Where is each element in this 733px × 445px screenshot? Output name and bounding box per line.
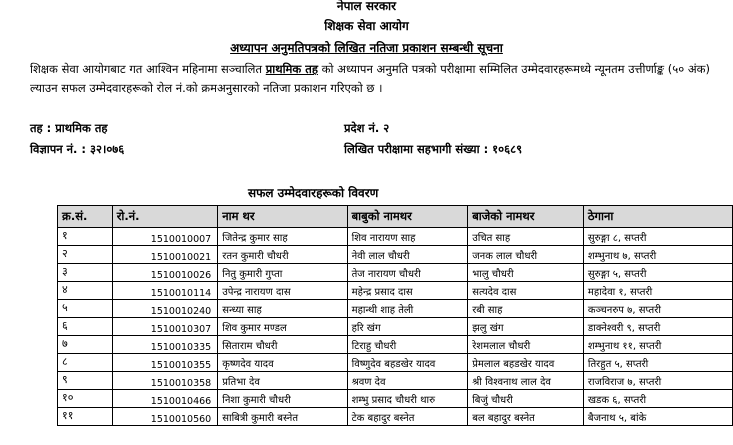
address-cell: तिरहुत ५, सप्तरी xyxy=(583,354,732,372)
grandfather-cell: सत्यदेव दास xyxy=(468,282,584,300)
roll-cell: 1510010307 xyxy=(112,318,218,336)
father-cell: टिराहु चौधरी xyxy=(347,336,468,354)
roll-cell: 1510010335 xyxy=(112,336,218,354)
table-row xyxy=(58,318,733,336)
intro-paragraph xyxy=(30,60,710,98)
province-info: प्रदेश नं. २ xyxy=(344,121,390,135)
father-cell: शिव नारायण साह xyxy=(347,228,468,246)
grandfather-cell: प्रेमलाल बहडखेर यादव xyxy=(468,354,584,372)
name-cell: शिव कुमार मण्डल xyxy=(218,318,347,336)
table-row xyxy=(58,354,733,372)
name-cell: रतन कुमारी चौधरी xyxy=(218,246,347,264)
table-row xyxy=(58,282,733,300)
grandfather-cell: भालु चौधरी xyxy=(468,264,584,282)
father-cell: महेन्द्र प्रसाद दास xyxy=(347,282,468,300)
address-cell: महादेवा १, सप्तरी xyxy=(583,282,732,300)
father-cell: श्रवण देव xyxy=(347,372,468,390)
commission-heading: शिक्षक सेवा आयोग xyxy=(324,19,409,33)
father-cell: नेवी लाल चौधरी xyxy=(347,246,468,264)
address-cell: कञ्चनरुप ७, सप्तरी xyxy=(583,300,732,318)
table-row xyxy=(58,246,733,264)
address-cell: शम्भुनाथ ११, सप्तरी xyxy=(583,336,732,354)
serial-cell: २ xyxy=(58,246,113,264)
header-address: ठेगाना xyxy=(583,206,732,228)
name-cell: प्रतिभा देव xyxy=(218,372,347,390)
name-cell: नितु कुमारी गुप्ता xyxy=(218,264,347,282)
header-grandfather-name: बाजेको नामथर xyxy=(468,206,584,228)
header-father-name: बाबुको नामथर xyxy=(347,206,468,228)
intro-level-highlight: प्राथमिक तह xyxy=(265,62,318,76)
table-row xyxy=(58,336,733,354)
address-cell: बैजनाथ ५, बांके xyxy=(583,408,732,426)
intro-text-end: को अध्यापन अनुमति पत्रको परीक्षामा सम्मिलित उम्मेदवारहरूमध्ये न्यूनतम उत्तीर्णाङ्क (५० अंक) ल्याउन सफल उम्मेदवारहरूको रोल नं.को क्रमअनुसारको नतिजा प्रकाशन गरिएको छ । xyxy=(30,62,710,95)
grandfather-cell: उचित साह xyxy=(468,228,584,246)
grandfather-cell: रेशमलाल चौधरी xyxy=(468,336,584,354)
intro-text-start: शिक्षक सेवा आयोगबाट गत आश्विन महिनामा सञ्चालित xyxy=(30,62,266,76)
father-cell: शम्भु प्रसाद चौधरी थारु xyxy=(347,390,468,408)
header-roll-number: रो.नं. xyxy=(112,206,218,228)
grandfather-cell: बिजुं चौधरी xyxy=(468,390,584,408)
grandfather-cell: रबी साह xyxy=(468,300,584,318)
table-row xyxy=(58,300,733,318)
advertisement-number: विज्ञापन नं. : ३२।०७६ xyxy=(30,142,125,156)
name-cell: कृष्णदेव यादव xyxy=(218,354,347,372)
serial-cell: ९ xyxy=(58,372,113,390)
table-row xyxy=(58,264,733,282)
father-cell: महान्थी शाह तेली xyxy=(347,300,468,318)
serial-cell: ३ xyxy=(58,264,113,282)
serial-cell: ६ xyxy=(58,318,113,336)
results-table xyxy=(57,205,733,426)
name-cell: जितेन्द्र कुमार साह xyxy=(218,228,347,246)
father-cell: टेक बहादुर बस्नेत xyxy=(347,408,468,426)
level-info: तह : प्राथमिक तह xyxy=(30,121,108,135)
serial-cell: १० xyxy=(58,390,113,408)
table-row xyxy=(58,390,733,408)
father-cell: विष्णुदेव बहडखेर यादव xyxy=(347,354,468,372)
grandfather-cell: श्री विश्वनाथ लाल देव xyxy=(468,372,584,390)
address-cell: सुरुङ्गा ५, सप्तरी xyxy=(583,264,732,282)
name-cell: निशा कुमारी चौधरी xyxy=(218,390,347,408)
address-cell: खडक ६, सप्तरी xyxy=(583,390,732,408)
header-serial: क्र.सं. xyxy=(58,206,113,228)
roll-cell: 1510010466 xyxy=(112,390,218,408)
serial-cell: ७ xyxy=(58,336,113,354)
table-header-row xyxy=(58,206,733,228)
roll-cell: 1510010240 xyxy=(112,300,218,318)
address-cell: डाक्नेश्वरी ९, सप्तरी xyxy=(583,318,732,336)
grandfather-cell: झलु खंग xyxy=(468,318,584,336)
address-cell: शम्भुनाथ ७, सप्तरी xyxy=(583,246,732,264)
name-cell: साबित्री कुमारी बस्नेत xyxy=(218,408,347,426)
grandfather-cell: बल बहादुर बस्नेत xyxy=(468,408,584,426)
address-cell: राजविराज ७, सप्तरी xyxy=(583,372,732,390)
father-cell: हरि खंग xyxy=(347,318,468,336)
roll-cell: 1510010021 xyxy=(112,246,218,264)
address-cell: सुरुङ्गा ८, सप्तरी xyxy=(583,228,732,246)
participant-count: लिखित परीक्षामा सहभागी संख्या : १०६८९ xyxy=(344,142,523,156)
roll-cell: 1510010560 xyxy=(112,408,218,426)
header-name: नाम थर xyxy=(218,206,347,228)
name-cell: सन्ध्या साह xyxy=(218,300,347,318)
roll-cell: 1510010355 xyxy=(112,354,218,372)
grandfather-cell: जनक लाल चौधरी xyxy=(468,246,584,264)
roll-cell: 1510010114 xyxy=(112,282,218,300)
table-row xyxy=(58,372,733,390)
name-cell: सिताराम चौधरी xyxy=(218,336,347,354)
serial-cell: ४ xyxy=(58,282,113,300)
serial-cell: ८ xyxy=(58,354,113,372)
table-row xyxy=(58,408,733,426)
serial-cell: १ xyxy=(58,228,113,246)
roll-cell: 1510010026 xyxy=(112,264,218,282)
table-row xyxy=(58,228,733,246)
father-cell: तेज नारायण चौधरी xyxy=(347,264,468,282)
section-title: सफल उम्मेदवारहरूको विवरण xyxy=(248,186,379,200)
roll-cell: 1510010358 xyxy=(112,372,218,390)
serial-cell: ५ xyxy=(58,300,113,318)
government-heading: नेपाल सरकार xyxy=(336,0,397,13)
notice-title: अध्यापन अनुमतिपत्रको लिखित नतिजा प्रकाशन सम्बन्धी सूचना xyxy=(230,41,503,55)
roll-cell: 1510010007 xyxy=(112,228,218,246)
serial-cell: ११ xyxy=(58,408,113,426)
name-cell: उपेन्द्र नारायण दास xyxy=(218,282,347,300)
